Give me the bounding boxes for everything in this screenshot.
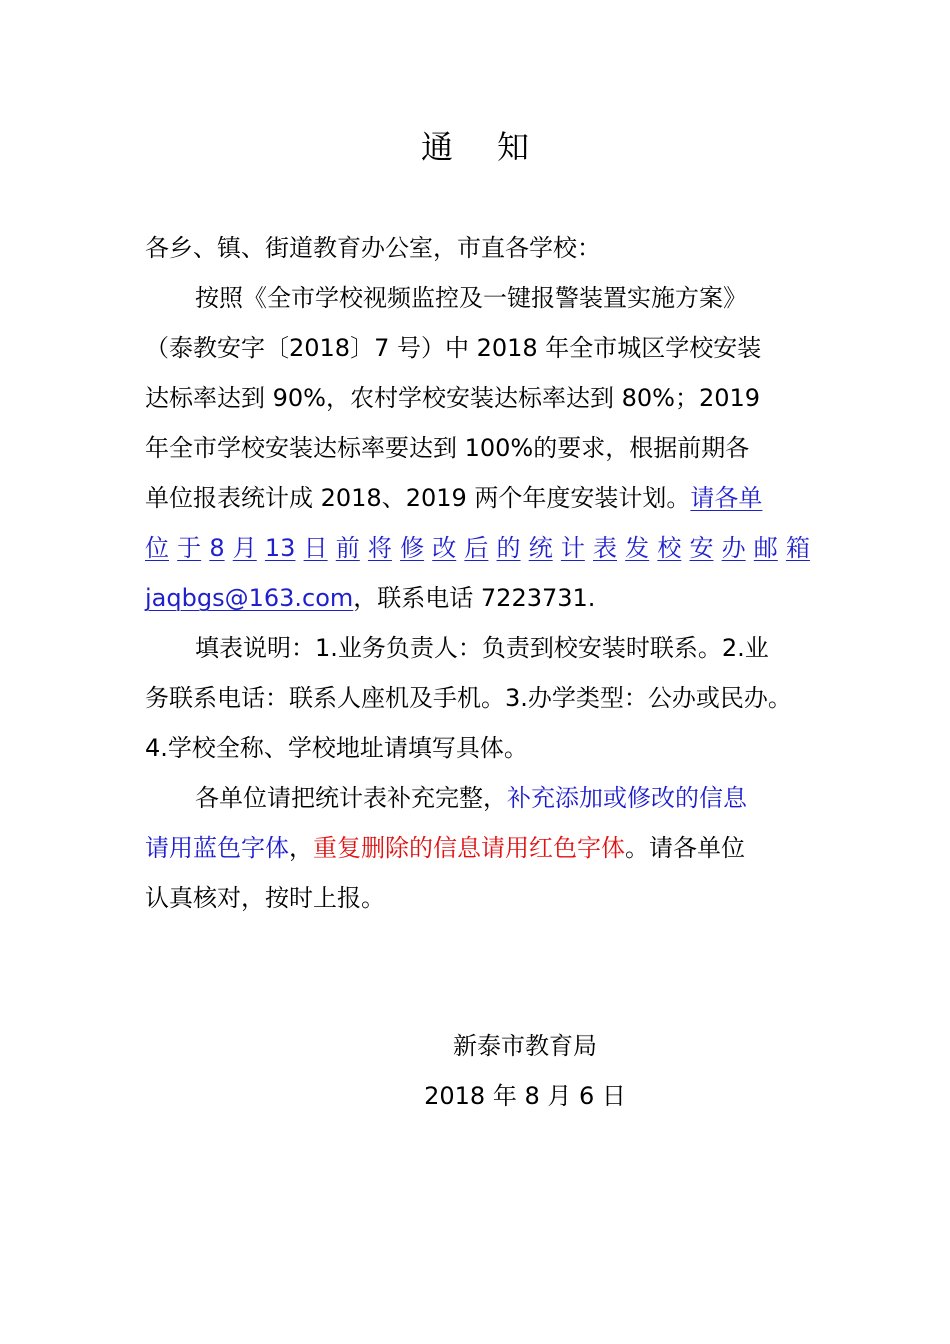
link-word: 后 [464, 534, 489, 562]
p2-line-3: 4.学校全称、学校地址请填写具体。 [145, 734, 528, 762]
link-word: 计 [560, 534, 585, 562]
link-word: 改 [432, 534, 457, 562]
link-word: 于 [177, 534, 202, 562]
p3-line-2-tail: 。请各单位 [625, 834, 745, 862]
link-word: 8 [209, 534, 225, 562]
title-char-2: 知 [497, 128, 530, 166]
p1-line-3: 达标率达到 90%，农村学校安装达标率达到 80%；2019 [145, 384, 761, 412]
page-title [0, 122, 950, 172]
p1-line-5-text: 单位报表统计成 2018、2019 两个年度安装计划。 [145, 484, 691, 512]
p1-line-7 [145, 573, 810, 623]
link-word: 邮 [753, 534, 778, 562]
notice-body [145, 223, 810, 923]
link-word: 箱 [785, 534, 810, 562]
blue-font-instruction-cont: 请用蓝色字体 [145, 834, 289, 862]
issuing-organization: 新泰市教育局 [453, 1032, 597, 1060]
link-word: 修 [400, 534, 425, 562]
link-word: 位 [145, 534, 169, 562]
paragraph-2 [145, 623, 810, 773]
link-word: 的 [496, 534, 521, 562]
link-word: 前 [335, 534, 360, 562]
link-word: 安 [689, 534, 714, 562]
email-link[interactable]: jaqbgs@163.com [145, 584, 354, 612]
title-char-1: 通 [420, 128, 453, 166]
red-font-instruction: 重复删除的信息请用红色字体 [313, 834, 625, 862]
p1-line-4: 年全市学校安装达标率要达到 100%的要求，根据前期各 [145, 434, 750, 462]
p3-line-1-text: 各单位请把统计表补充完整， [195, 784, 507, 812]
link-word: 校 [657, 534, 682, 562]
signature-block [380, 1021, 670, 1121]
p1-line-1: 按照《全市学校视频监控及一键报警装置实施方案》 [195, 284, 747, 312]
link-word: 将 [367, 534, 392, 562]
p1-line-2: （泰教安字〔2018〕7 号）中 2018 年全市城区学校安装 [145, 334, 762, 362]
p2-line-2: 务联系电话：联系人座机及手机。3.办学类型：公办或民办。 [145, 684, 792, 712]
p3-line-3: 认真核对，按时上报。 [145, 884, 385, 912]
link-word: 表 [593, 534, 618, 562]
link-word: 统 [528, 534, 553, 562]
p1-line-5 [145, 473, 810, 523]
p2-line-1: 填表说明：1.业务负责人：负责到校安装时联系。2.业 [195, 634, 769, 662]
link-word: 月 [232, 534, 257, 562]
link-word: 办 [721, 534, 746, 562]
blue-font-instruction: 补充添加或修改的信息 [507, 784, 747, 812]
p3-line-1 [145, 773, 810, 823]
submission-instruction-link[interactable]: 请各单 [690, 484, 763, 512]
salutation: 各乡、镇、街道教育办公室，市直各学校： [145, 234, 601, 262]
p3-comma: ， [289, 834, 313, 862]
paragraph-3 [145, 773, 810, 923]
p3-line-2 [145, 823, 810, 873]
link-word: 日 [303, 534, 328, 562]
paragraph-1 [145, 273, 810, 623]
link-word: 发 [625, 534, 650, 562]
link-word: 13 [264, 534, 296, 562]
issue-date: 2018 年 8 月 6 日 [424, 1082, 626, 1110]
phone-text: ，联系电话 7223731. [353, 584, 596, 612]
p1-line-6-link[interactable] [145, 523, 810, 573]
